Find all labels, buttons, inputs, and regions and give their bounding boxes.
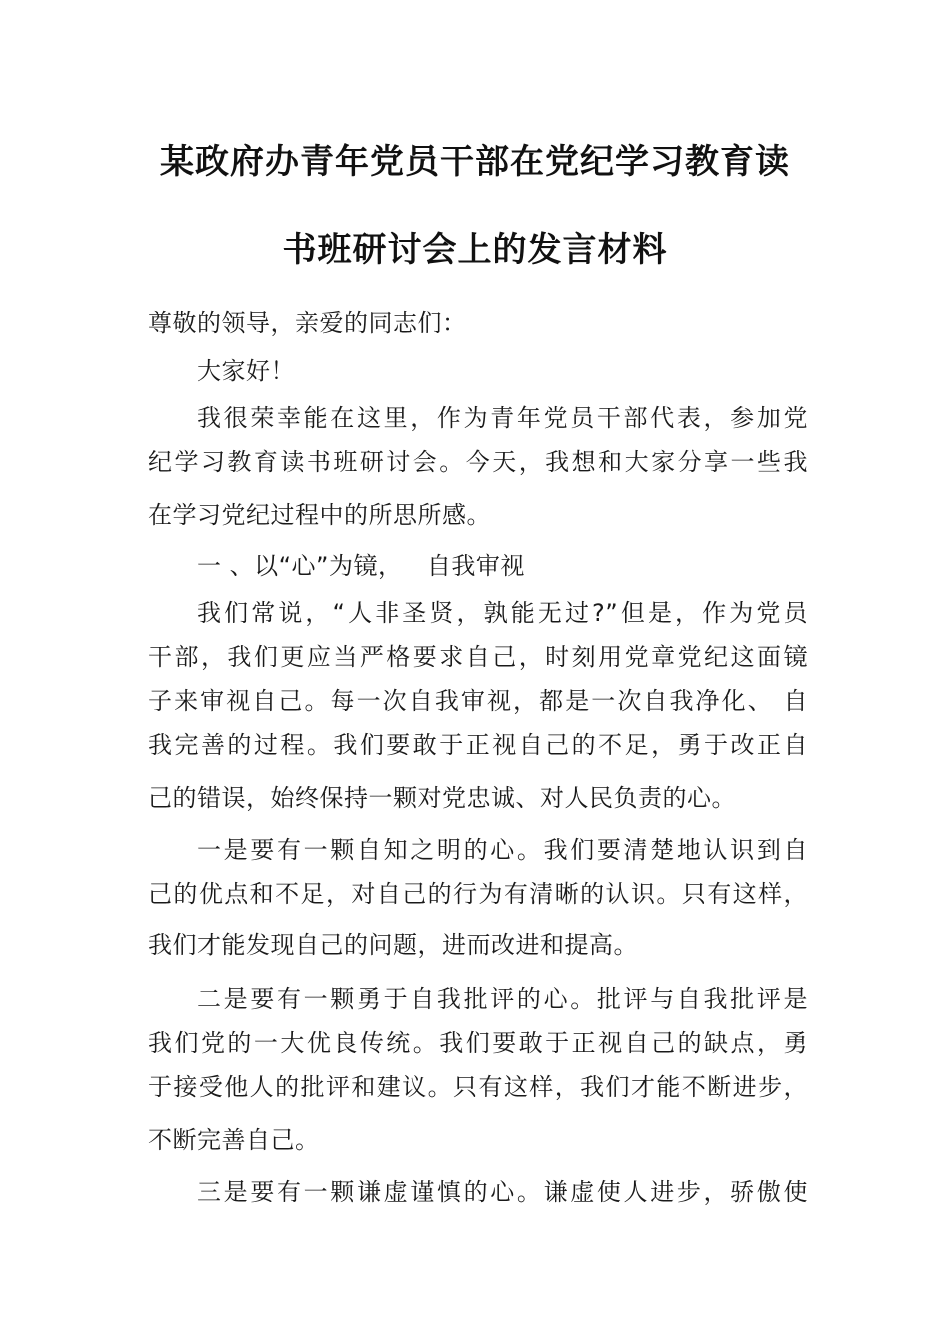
paragraph-line: 我完善的过程。我们要敢于正视自己的不足，勇于改正自 bbox=[148, 731, 808, 759]
paragraph-line: 我们党的一大优良传统。我们要敢于正视自己的缺点，勇 bbox=[148, 1029, 808, 1057]
paragraph-line: 在学习党纪过程中的所思所感。 bbox=[148, 501, 491, 529]
paragraph-line: 子来审视自己。每一次自我审视，都是一次自我净化、 自 bbox=[148, 687, 808, 715]
paragraph-line: 我很荣幸能在这里，作为青年党员干部代表，参加党 bbox=[197, 404, 808, 432]
section-heading: 一 、以“心”为镜， 自我审视 bbox=[197, 552, 525, 580]
greeting: 大家好！ bbox=[197, 357, 295, 385]
paragraph-line: 己的错误，始终保持一颗对党忠诚、对人民负责的心。 bbox=[148, 784, 736, 812]
document-title-line-2: 书班研讨会上的发言材料 bbox=[282, 230, 668, 270]
paragraph-line: 不断完善自己。 bbox=[148, 1126, 320, 1154]
paragraph-line: 己的优点和不足，对自己的行为有清晰的认识。只有这样， bbox=[148, 880, 808, 908]
paragraph-line: 三是要有一颗谦虚谨慎的心。谦虚使人进步，骄傲使 bbox=[197, 1178, 808, 1206]
paragraph-line: 我们才能发现自己的问题，进而改进和提高。 bbox=[148, 931, 638, 959]
paragraph-line: 于接受他人的批评和建议。只有这样，我们才能不断进步， bbox=[148, 1073, 808, 1101]
paragraph-line: 一是要有一颗自知之明的心。我们要清楚地认识到自 bbox=[197, 836, 808, 864]
paragraph-line: 纪学习教育读书班研讨会。今天，我想和大家分享一些我 bbox=[148, 448, 808, 476]
document-title-line-1: 某政府办青年党员干部在党纪学习教育读 bbox=[160, 142, 790, 182]
salutation: 尊敬的领导，亲爱的同志们： bbox=[148, 309, 467, 337]
paragraph-line: 我们常说，“人非圣贤，孰能无过?”但是，作为党员 bbox=[197, 599, 808, 627]
paragraph-line: 干部，我们更应当严格要求自己，时刻用党章党纪这面镜 bbox=[148, 643, 808, 671]
paragraph-line: 二是要有一颗勇于自我批评的心。批评与自我批评是 bbox=[197, 985, 808, 1013]
